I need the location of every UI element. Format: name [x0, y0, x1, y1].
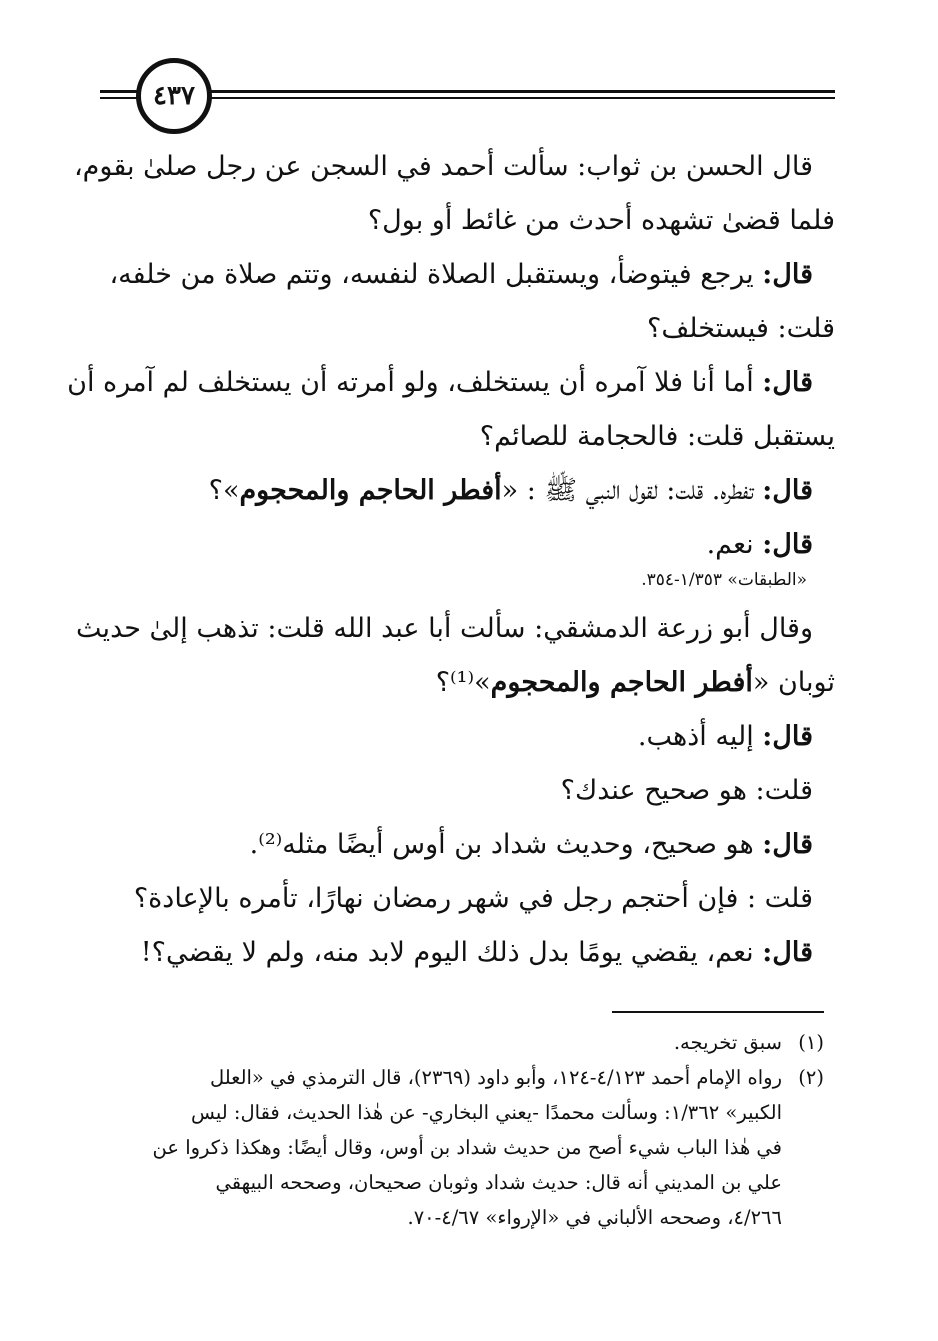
text-line: [100, 764, 835, 818]
text-line: [100, 710, 835, 764]
speaker-label: قال:: [762, 475, 813, 506]
footnotes: [100, 1025, 824, 1235]
text-span: أما أنا فلا آمره أن يستخلف، ولو أمرته أن يستخلف لم آمره أن: [67, 367, 763, 398]
footnote-line: [100, 1165, 824, 1200]
text-span: قلت : فإن أحتجم رجل في شهر رمضان نهارًا، تأمره بالإعادة؟: [133, 883, 813, 914]
page-number-medallion: [136, 58, 212, 134]
text-span: نعم.: [706, 529, 763, 560]
footnote-text: سبق تخريجه.: [673, 1031, 782, 1054]
speaker-label: قال:: [762, 937, 813, 968]
footnote-text: ٤/٢٦٦، وصححه الألباني في «الإرواء» ٤/٦٧-٧٠.: [407, 1206, 782, 1229]
footnote-2: [100, 1060, 824, 1095]
text-line: [67, 356, 835, 410]
footnote-text: في هٰذا الباب شيء أصح من حديث شداد بن أوس، وقال أيضًا: وهكذا ذكروا عن: [152, 1136, 782, 1159]
text-line: [100, 248, 835, 302]
speaker-label: قال:: [762, 529, 813, 560]
text-span: فلما قضىٰ تشهده أحدث من غائط أو بول؟: [367, 205, 835, 236]
speaker-label: قال:: [762, 829, 813, 860]
text-span: وقال أبو زرعة الدمشقي: سألت أبا عبد الله قلت: تذهب إلىٰ حديث: [76, 613, 813, 644]
text-span: يستقبل قلت: فالحجامة للصائم؟: [479, 421, 835, 452]
text-span: هو صحيح، وحديث شداد بن أوس أيضًا مثله⁽²⁾.: [249, 829, 763, 860]
footnote-number: (٢): [798, 1066, 824, 1089]
text-span: تفطره. قلت: لقول النبي ﷺ : «: [501, 475, 763, 506]
speaker-label: قال:: [762, 721, 813, 752]
text-span: قال الحسن بن ثواب: سألت أحمد في السجن عن رجل صلىٰ بقوم،: [73, 151, 813, 182]
text-line: [100, 464, 835, 518]
hadith-quote: أفطر الحاجم والمحجوم: [490, 667, 753, 698]
hadith-quote: أفطر الحاجم والمحجوم: [239, 475, 502, 506]
text-span: إليه أذهب.: [637, 721, 763, 752]
text-line: [100, 818, 835, 872]
page-header: [100, 56, 835, 146]
footnote-text: علي بن المديني أنه قال: حديث شداد وثوبان صحيحان، وصححه البيهقي: [215, 1171, 782, 1194]
source-reference: «الطبقات» ١/٣٥٣-٣٥٤.: [641, 570, 807, 590]
text-line: [73, 140, 835, 194]
footnote-1: [100, 1025, 824, 1060]
text-span: »⁽¹⁾؟: [435, 667, 491, 698]
text-line: [76, 602, 835, 656]
speaker-label: قال:: [762, 259, 813, 290]
speaker-label: قال:: [762, 367, 813, 398]
text-span: نعم، يقضي يومًا بدل ذلك اليوم لابد منه، ولم لا يقضي؟!: [140, 937, 763, 968]
footnote-line: [100, 1095, 824, 1130]
text-line: [100, 872, 835, 926]
text-line: [100, 926, 835, 980]
footnote-line: [100, 1130, 824, 1165]
text-span: ثوبان «: [752, 667, 835, 698]
text-line: [100, 194, 835, 248]
page-number: ٤٣٧: [153, 81, 195, 111]
footnote-number: (١): [798, 1031, 824, 1054]
footnote-text: الكبير» ١/٣٦٢: وسألت محمدًا -يعني البخاري- عن هٰذا الحديث، فقال: ليس: [191, 1101, 782, 1124]
footnote-text: رواه الإمام أحمد ٤/١٢٣-١٢٤، وأبو داود (٢٣٦٩)، قال الترمذي في «العلل: [209, 1066, 782, 1089]
text-line: [100, 302, 835, 356]
text-span: »؟: [208, 475, 240, 506]
text-span: قلت: هو صحيح عندك؟: [560, 775, 813, 806]
text-line: [100, 518, 835, 572]
footnote-line: [100, 1200, 824, 1235]
text-span: قلت: فيستخلف؟: [647, 313, 835, 344]
footnote-separator: [612, 1011, 824, 1013]
text-line: [100, 410, 835, 464]
text-span: يرجع فيتوضأ، ويستقبل الصلاة لنفسه، وتتم صلاة من خلفه،: [109, 259, 763, 290]
main-text: [67, 140, 835, 980]
text-line: [100, 656, 835, 710]
